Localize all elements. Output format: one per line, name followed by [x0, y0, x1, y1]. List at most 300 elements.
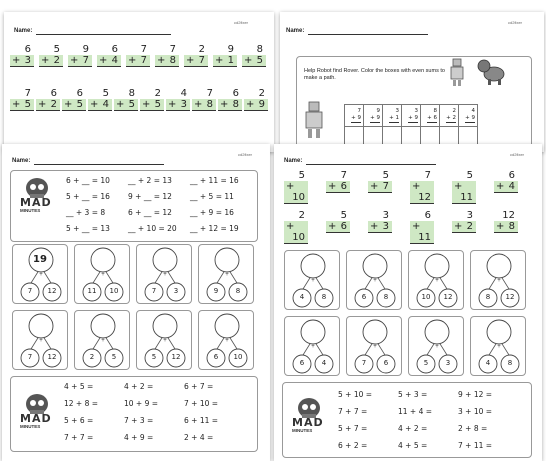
grid-addend-bottom: + 9	[465, 115, 475, 121]
addend-value: 2	[53, 55, 60, 66]
addend-bottom	[244, 99, 268, 111]
fact-item: 9 + 12 =	[458, 390, 493, 399]
addition-problem	[452, 170, 476, 204]
bond-part-right: 8	[507, 359, 513, 367]
grid-cell[interactable]	[459, 105, 478, 127]
addend-value: 5	[76, 99, 83, 110]
bond-part-right: 4	[321, 359, 327, 367]
svg-text:+: +	[435, 278, 439, 284]
number-bond	[136, 310, 192, 370]
addition-problem	[368, 170, 392, 193]
number-bond	[284, 316, 340, 376]
number-bond	[74, 244, 130, 304]
worksheet-missing-addends	[2, 144, 270, 461]
bond-part-right: 8	[235, 287, 241, 295]
grid-cell[interactable]	[345, 105, 364, 127]
addend-bottom	[68, 55, 92, 67]
addend-value: 8	[206, 99, 213, 110]
addend-bottom	[10, 55, 34, 67]
plus-sign: +	[116, 99, 125, 110]
fact-item: 6 + 2 =	[338, 441, 368, 450]
addend-top: 9	[82, 44, 89, 55]
addend-value: 5	[128, 99, 135, 110]
name-line	[308, 34, 428, 35]
fact-item: __ + 3 = 8	[66, 208, 106, 217]
addend-value: 7	[382, 181, 389, 192]
grid-cell[interactable]	[383, 105, 402, 127]
plus-sign: +	[220, 99, 229, 110]
grid-addend-top: 9	[376, 108, 380, 114]
grid-addend-top: 7	[357, 108, 361, 114]
addend-top: 8	[256, 44, 263, 55]
addend-value: 11	[460, 192, 473, 203]
addend-value: 2	[466, 221, 473, 232]
bond-part-left: 7	[27, 287, 33, 295]
fact-item: 7 + 7 =	[64, 433, 94, 442]
fact-item: __ + 10 = 20	[128, 224, 177, 233]
number-bond	[346, 316, 402, 376]
addition-problem	[114, 88, 138, 111]
plus-sign: +	[128, 55, 137, 66]
addition-problem	[326, 170, 350, 193]
fact-item: 5 + 6 =	[64, 416, 94, 425]
addend-top: 2	[154, 88, 161, 99]
addend-value: 8	[169, 55, 176, 66]
bond-part-left: 4	[485, 359, 491, 367]
addend-bottom	[284, 221, 308, 244]
addition-problem	[97, 44, 121, 67]
plus-sign: +	[64, 99, 73, 110]
addend-top: 12	[502, 210, 515, 221]
bond-part-left: 11	[87, 287, 97, 295]
name-line	[306, 164, 436, 165]
svg-text:+: +	[311, 278, 315, 284]
addend-bottom	[126, 55, 150, 67]
plus-sign: +	[70, 55, 79, 66]
addend-top: 6	[50, 88, 57, 99]
addend-value: 1	[227, 55, 234, 66]
addend-bottom	[218, 99, 242, 111]
grid-cell[interactable]	[402, 105, 421, 127]
addend-bottom	[39, 55, 63, 67]
fact-item: 6 + __ = 10	[66, 176, 110, 185]
name-line	[34, 164, 164, 165]
bond-part-left: 8	[485, 293, 491, 301]
addend-top: 7	[424, 170, 431, 181]
addend-bottom	[410, 221, 434, 244]
addend-bottom	[192, 99, 216, 111]
addend-value: 5	[256, 55, 263, 66]
addition-problem	[192, 88, 216, 111]
grid-addend-bottom: + 6	[427, 115, 437, 121]
addend-value: 8	[232, 99, 239, 110]
worksheet-robot-path	[280, 12, 544, 152]
addend-top: 7	[24, 88, 31, 99]
addend-top: 2	[298, 210, 305, 221]
addition-problem	[244, 88, 268, 111]
bond-part-left: 6	[299, 359, 305, 367]
addition-problem	[62, 88, 86, 111]
addend-value: 10	[292, 232, 305, 243]
fact-item: 2 + 8 =	[458, 424, 488, 433]
addend-value: 4	[508, 181, 515, 192]
addend-top: 6	[111, 44, 118, 55]
plus-sign: +	[454, 181, 463, 192]
addition-problem	[10, 88, 34, 111]
plus-sign: +	[215, 55, 224, 66]
addend-top: 2	[198, 44, 205, 55]
svg-text:+: +	[311, 344, 315, 350]
fact-item: 4 + 5 =	[64, 382, 94, 391]
addend-value: 6	[340, 181, 347, 192]
addition-problem	[155, 44, 179, 67]
dog-rover-icon	[476, 56, 506, 86]
addition-problem	[88, 88, 112, 111]
addend-value: 4	[111, 55, 118, 66]
addend-value: 7	[82, 55, 89, 66]
fact-item: 12 + 8 =	[64, 399, 99, 408]
addend-value: 11	[418, 232, 431, 243]
mad-minutes-skull-icon	[16, 176, 58, 214]
worksheet-addition-columns	[4, 12, 274, 152]
bond-total: 19	[33, 254, 47, 265]
bond-part-right: 8	[383, 293, 389, 301]
fact-item: __ + 11 = 16	[190, 176, 239, 185]
number-bond	[408, 250, 464, 310]
bond-part-right: 3	[445, 359, 451, 367]
svg-text:+: +	[225, 272, 229, 278]
plus-sign: +	[328, 181, 337, 192]
addend-bottom	[452, 181, 476, 204]
bond-part-right: 3	[173, 287, 179, 295]
addend-bottom	[114, 99, 138, 111]
name-label: Name:	[12, 158, 31, 164]
addend-top: 3	[382, 210, 389, 221]
addend-top: 6	[424, 210, 431, 221]
addend-bottom	[97, 55, 121, 67]
addition-problem	[410, 170, 434, 204]
fact-item: 4 + 2 =	[398, 424, 428, 433]
name-label: Name:	[14, 28, 33, 34]
name-label: Name:	[286, 28, 305, 34]
fact-item: 5 + __ = 13	[66, 224, 110, 233]
addend-bottom	[184, 55, 208, 67]
mad-label: MAD	[20, 412, 52, 425]
addend-value: 5	[154, 99, 161, 110]
svg-text:+: +	[497, 278, 501, 284]
plus-sign: +	[12, 55, 21, 66]
bond-part-right: 12	[505, 293, 515, 301]
svg-text:+: +	[435, 344, 439, 350]
sum-path-grid	[344, 104, 478, 149]
plus-sign: +	[157, 55, 166, 66]
plus-sign: +	[99, 55, 108, 66]
number-bond	[408, 316, 464, 376]
svg-text:+: +	[225, 338, 229, 344]
addend-top: 7	[340, 170, 347, 181]
plus-sign: +	[244, 55, 253, 66]
plus-sign: +	[496, 221, 505, 232]
svg-text:+: +	[163, 272, 167, 278]
fact-item: 4 + 5 =	[398, 441, 428, 450]
addition-problem	[218, 88, 242, 111]
fact-item: 9 + __ = 12	[128, 192, 172, 201]
number-bond	[136, 244, 192, 304]
addend-top: 6	[24, 44, 31, 55]
addition-problem	[213, 44, 237, 67]
minutes-label: MINUTES	[20, 424, 41, 429]
number-bond	[74, 310, 130, 370]
svg-text:+: +	[101, 272, 105, 278]
bond-part-left: 2	[89, 353, 95, 361]
addition-problem	[140, 88, 164, 111]
number-bond	[198, 310, 254, 370]
addend-bottom	[368, 181, 392, 193]
mad-label: MAD	[292, 416, 324, 429]
addend-top: 5	[53, 44, 60, 55]
number-bond	[284, 250, 340, 310]
worksheet-two-digit-addition	[274, 144, 542, 461]
fact-item: 10 + 9 =	[124, 399, 159, 408]
addend-value: 3	[382, 221, 389, 232]
addend-top: 7	[206, 88, 213, 99]
addend-bottom	[410, 181, 434, 204]
mad-label: MAD	[20, 196, 52, 209]
grid-addend-bottom: + 9	[370, 115, 380, 121]
name-line	[36, 34, 171, 35]
fact-item: 6 + 11 =	[184, 416, 219, 425]
addend-bottom	[284, 181, 308, 204]
addend-bottom	[88, 99, 112, 111]
fact-item: 6 + __ = 12	[128, 208, 172, 217]
addend-bottom	[140, 99, 164, 111]
minutes-label: MINUTES	[20, 208, 41, 213]
plus-sign: +	[412, 181, 421, 192]
bond-part-right: 5	[111, 353, 117, 361]
addend-bottom	[494, 221, 518, 233]
bond-part-right: 6	[383, 359, 389, 367]
addend-value: 2	[50, 99, 57, 110]
fact-item: 5 + 10 =	[338, 390, 373, 399]
svg-text:+: +	[39, 338, 43, 344]
addend-top: 3	[466, 210, 473, 221]
addition-problem	[284, 170, 308, 204]
grid-cell[interactable]	[421, 105, 440, 127]
fact-item: 6 + 7 =	[184, 382, 214, 391]
bond-part-right: 12	[47, 353, 57, 361]
grid-addend-top: 2	[452, 108, 456, 114]
grid-addend-bottom: + 1	[389, 115, 399, 121]
addition-problem	[39, 44, 63, 67]
brand-mark: cd2fixer	[234, 20, 249, 25]
fact-item: __ + 12 = 19	[190, 224, 239, 233]
number-bond	[470, 250, 526, 310]
brand-mark: cd2fixer	[510, 152, 525, 157]
bond-part-left: 10	[421, 293, 431, 301]
fact-item: 7 + 3 =	[124, 416, 154, 425]
grid-cell[interactable]	[440, 105, 459, 127]
plus-sign: +	[286, 221, 295, 232]
svg-text:+: +	[101, 338, 105, 344]
bond-part-right: 8	[321, 293, 327, 301]
bond-part-left: 9	[213, 287, 219, 295]
grid-addend-bottom: + 9	[351, 115, 361, 121]
grid-cell[interactable]	[364, 105, 383, 127]
plus-sign: +	[38, 99, 47, 110]
bond-part-left: 5	[423, 359, 429, 367]
robot-icon-large	[304, 100, 324, 140]
plus-sign: +	[496, 181, 505, 192]
addend-bottom	[166, 99, 190, 111]
bond-part-left: 5	[151, 353, 157, 361]
addend-top: 8	[128, 88, 135, 99]
bond-part-right: 10	[109, 287, 119, 295]
addend-value: 7	[140, 55, 147, 66]
addend-top: 4	[180, 88, 187, 99]
fact-item: 7 + 11 =	[458, 441, 493, 450]
svg-text:+: +	[497, 344, 501, 350]
plus-sign: +	[186, 55, 195, 66]
instructions-text: Help Robot find Rover. Color the boxes with even sums to make a path.	[304, 68, 445, 81]
fact-item: 5 + 7 =	[338, 424, 368, 433]
addition-problem	[68, 44, 92, 67]
addend-top: 5	[382, 170, 389, 181]
fact-item: __ + 5 = 11	[190, 192, 234, 201]
number-bond	[346, 250, 402, 310]
addition-problem	[10, 44, 34, 67]
addend-value: 4	[102, 99, 109, 110]
addition-problem	[368, 210, 392, 233]
addend-bottom	[36, 99, 60, 111]
addition-problem	[36, 88, 60, 111]
fact-item: 7 + 10 =	[184, 399, 219, 408]
addend-top: 6	[76, 88, 83, 99]
addition-problem	[494, 170, 518, 193]
addend-bottom	[452, 221, 476, 233]
plus-sign: +	[370, 181, 379, 192]
addend-value: 12	[418, 192, 431, 203]
bond-part-left: 6	[361, 293, 367, 301]
addend-top: 9	[227, 44, 234, 55]
addition-problem	[242, 44, 266, 67]
addend-bottom	[326, 221, 350, 233]
addend-bottom	[10, 99, 34, 111]
bond-part-left: 6	[213, 353, 219, 361]
addend-top: 5	[102, 88, 109, 99]
fact-item: 4 + 9 =	[124, 433, 154, 442]
grid-addend-top: 3	[414, 108, 418, 114]
addition-problem	[126, 44, 150, 67]
mad-minutes-skull-icon	[16, 392, 58, 430]
addend-value: 9	[258, 99, 265, 110]
number-bond	[198, 244, 254, 304]
bond-part-right: 12	[47, 287, 57, 295]
bond-part-left: 7	[361, 359, 367, 367]
svg-text:+: +	[373, 278, 377, 284]
fact-item: __ + 9 = 16	[190, 208, 234, 217]
plus-sign: +	[412, 221, 421, 232]
grid-addend-top: 3	[395, 108, 399, 114]
addend-value: 5	[24, 99, 31, 110]
svg-text:+: +	[163, 338, 167, 344]
plus-sign: +	[454, 221, 463, 232]
bond-part-right: 12	[443, 293, 453, 301]
addend-top: 5	[298, 170, 305, 181]
addend-bottom	[213, 55, 237, 67]
addend-bottom	[242, 55, 266, 67]
fact-item: 4 + 2 =	[124, 382, 154, 391]
fact-item: 11 + 4 =	[398, 407, 433, 416]
addend-value: 10	[292, 192, 305, 203]
svg-text:+: +	[373, 344, 377, 350]
plus-sign: +	[12, 99, 21, 110]
fact-item: 5 + 3 =	[398, 390, 428, 399]
number-bond	[12, 244, 68, 304]
addend-value: 6	[340, 221, 347, 232]
plus-sign: +	[286, 181, 295, 192]
addition-problem	[410, 210, 434, 244]
mad-minutes-skull-icon	[288, 396, 330, 434]
addend-value: 7	[198, 55, 205, 66]
plus-sign: +	[41, 55, 50, 66]
bond-part-left: 7	[151, 287, 157, 295]
fact-item: 7 + 7 =	[338, 407, 368, 416]
addition-problem	[184, 44, 208, 67]
name-label: Name:	[284, 158, 303, 164]
grid-addend-top: 8	[433, 108, 437, 114]
addend-top: 6	[508, 170, 515, 181]
svg-text:+: +	[39, 272, 43, 278]
plus-sign: +	[328, 221, 337, 232]
fact-item: __ + 2 = 13	[128, 176, 172, 185]
addend-top: 5	[466, 170, 473, 181]
addend-value: 8	[508, 221, 515, 232]
addend-bottom	[62, 99, 86, 111]
fact-item: 3 + 10 =	[458, 407, 493, 416]
plus-sign: +	[90, 99, 99, 110]
addend-bottom	[155, 55, 179, 67]
plus-sign: +	[370, 221, 379, 232]
addend-bottom	[494, 181, 518, 193]
robot-icon	[448, 58, 466, 88]
number-bond	[12, 310, 68, 370]
addend-top: 7	[169, 44, 176, 55]
bond-part-left: 7	[27, 353, 33, 361]
addition-problem	[326, 210, 350, 233]
brand-mark: cd2fixer	[238, 152, 253, 157]
grid-addend-top: 4	[471, 108, 475, 114]
brand-mark: cd2fixer	[508, 20, 523, 25]
plus-sign: +	[246, 99, 255, 110]
minutes-label: MINUTES	[292, 428, 313, 433]
addend-bottom	[326, 181, 350, 193]
addition-problem	[452, 210, 476, 233]
addend-top: 5	[340, 210, 347, 221]
addend-top: 6	[232, 88, 239, 99]
addend-value: 3	[24, 55, 31, 66]
grid-addend-bottom: + 2	[446, 115, 456, 121]
plus-sign: +	[168, 99, 177, 110]
addition-problem	[284, 210, 308, 244]
plus-sign: +	[142, 99, 151, 110]
addend-top: 2	[258, 88, 265, 99]
grid-addend-bottom: + 9	[408, 115, 418, 121]
bond-part-left: 4	[299, 293, 305, 301]
bond-part-right: 10	[233, 353, 243, 361]
plus-sign: +	[194, 99, 203, 110]
addend-bottom	[368, 221, 392, 233]
number-bond	[470, 316, 526, 376]
